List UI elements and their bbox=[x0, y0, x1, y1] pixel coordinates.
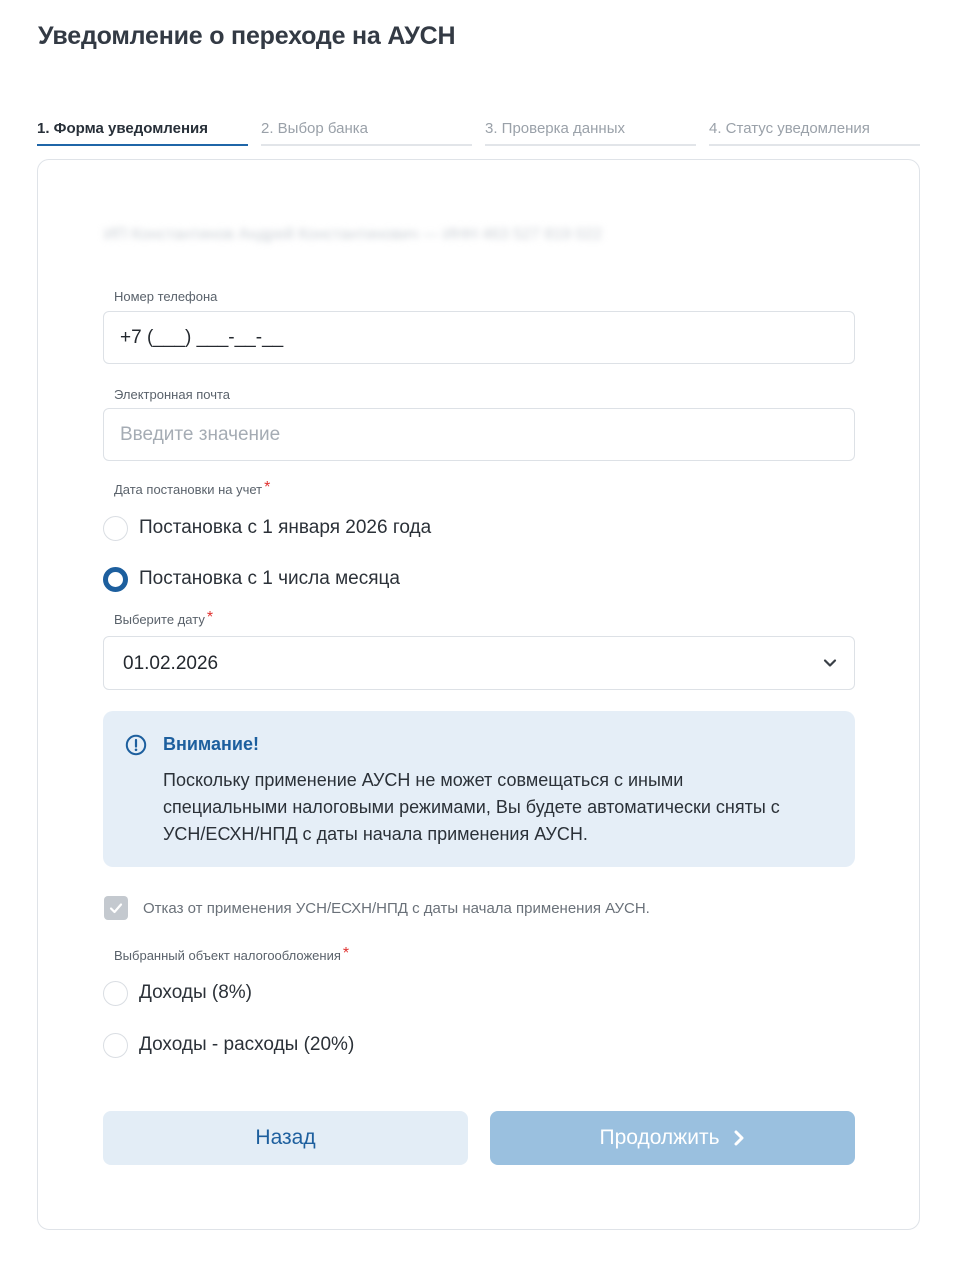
email-label: Электронная почта bbox=[114, 387, 231, 402]
tax-object-label bbox=[114, 947, 349, 965]
continue-button[interactable] bbox=[490, 1111, 855, 1165]
refusal-checkbox-row bbox=[104, 896, 650, 920]
radio-label: Постановка с 1 января 2026 года bbox=[139, 517, 432, 538]
page-title: Уведомление о переходе на АУСН bbox=[38, 22, 456, 50]
radio-option-income[interactable] bbox=[103, 980, 252, 1006]
radio-label: Доходы - расходы (20%) bbox=[139, 1034, 355, 1055]
radio-button[interactable] bbox=[103, 981, 128, 1006]
radio-label: Доходы (8%) bbox=[139, 982, 253, 1003]
radio-label: Постановка с 1 числа месяца bbox=[139, 568, 400, 589]
radio-option-jan-2026[interactable] bbox=[103, 515, 431, 541]
radio-button-selected[interactable] bbox=[103, 567, 128, 592]
phone-label: Номер телефона bbox=[114, 289, 218, 304]
phone-input[interactable] bbox=[103, 311, 855, 364]
alert-text: Поскольку применение АУСН не может совмещаться с иными специальными налоговыми режимами, Вы будете автоматически сняты с УСН/ЕСХН/НПД с даты начала применения АУСН. bbox=[163, 770, 780, 844]
attention-alert bbox=[103, 711, 855, 867]
alert-title: Внимание! bbox=[163, 734, 259, 754]
refusal-checkbox-label: Отказ от применения УСН/ЕСХН/НПД с даты начала применения АУСН. bbox=[143, 899, 650, 917]
chevron-down-icon[interactable] bbox=[822, 655, 838, 671]
registration-date-label-text: Дата постановки на учет bbox=[114, 482, 263, 497]
back-button[interactable] bbox=[103, 1111, 468, 1165]
step-status[interactable]: 4. Статус уведомления bbox=[709, 118, 920, 146]
radio-option-first-of-month[interactable] bbox=[103, 566, 400, 592]
checkmark-icon bbox=[108, 900, 124, 916]
chevron-right-icon bbox=[732, 1129, 746, 1147]
step-form[interactable]: 1. Форма уведомления bbox=[37, 118, 248, 146]
date-select-label-text: Выберите дату bbox=[114, 612, 205, 627]
date-select-value: 01.02.2026 bbox=[123, 653, 219, 674]
date-select[interactable] bbox=[103, 636, 855, 690]
back-button-label: Назад bbox=[255, 1126, 316, 1149]
refusal-checkbox bbox=[104, 896, 128, 920]
required-mark: * bbox=[264, 479, 271, 496]
date-select-label bbox=[114, 611, 213, 629]
required-mark: * bbox=[342, 945, 350, 962]
tax-object-label-text: Выбранный объект налогообложения bbox=[114, 948, 341, 963]
stepper bbox=[37, 118, 920, 146]
blurred-applicant-info: ИП Константинов Андрей Константинович — ИНН 463 527 819 022 bbox=[104, 226, 603, 243]
required-mark: * bbox=[206, 609, 214, 626]
step-check[interactable]: 3. Проверка данных bbox=[485, 118, 696, 146]
radio-option-income-minus-expenses[interactable] bbox=[103, 1032, 354, 1058]
continue-button-label: Продолжить bbox=[599, 1126, 720, 1149]
registration-date-label bbox=[114, 481, 270, 499]
email-input[interactable] bbox=[103, 408, 855, 461]
radio-button[interactable] bbox=[103, 1033, 128, 1058]
radio-button[interactable] bbox=[103, 516, 128, 541]
step-bank[interactable]: 2. Выбор банка bbox=[261, 118, 472, 146]
exclamation-circle-icon bbox=[125, 734, 147, 756]
